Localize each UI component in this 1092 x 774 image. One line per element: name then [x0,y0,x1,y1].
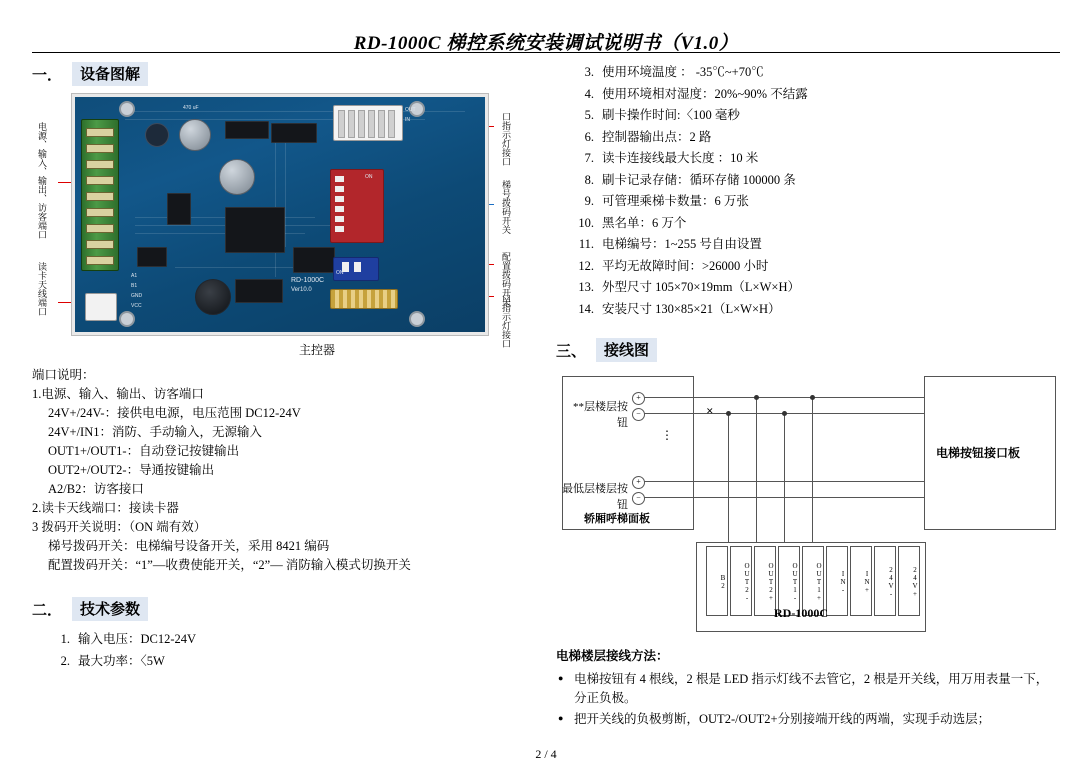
junction-dot [810,395,815,400]
list-item [556,170,1060,192]
controller-model-label: RD-1000C [774,606,828,620]
port-description-block [32,366,532,575]
ic-chip [137,247,167,267]
callout-indicator-port-bottom: 口指示灯接口 [501,294,511,348]
list-item [556,127,1060,149]
callout-power-io-port: 电源、输入、输出、访客端口 [37,122,47,239]
item-text: 读卡连接线最大长度 ：10 米 [602,151,759,165]
item-text: 平均无故障时间：>26000 小时 [602,258,769,273]
terminal-24v-plus: 24V+ [898,546,920,616]
terminal-in-plus: IN+ [850,546,872,616]
silk-dip-on: ON [336,270,344,276]
section-three-number: 三、 [556,343,587,360]
item-text: 最大功率：〈5W [78,653,165,668]
item-text: 黑名单：6 万个 [602,215,687,230]
spec-list-left [32,629,532,672]
list-item [556,62,1060,84]
junction-dot [782,411,787,416]
gold-finger-connector [330,289,398,309]
terminal-b2: B2 [706,546,728,616]
terminal-24v-minus: 24V- [874,546,896,616]
item-number: 11. [578,237,594,251]
list-item [556,234,1060,256]
page-number: 2 / 4 [535,747,557,761]
label-top-floor-button: **层楼层按钮 [573,401,628,429]
item-number: 3. [584,65,594,79]
item-number: 9. [584,194,594,208]
vertical-ellipsis: ⋮ [661,428,673,442]
list-item [556,191,1060,213]
ic-chip [271,123,317,143]
section-three-label: 接线图 [596,338,657,362]
list-item [556,256,1060,278]
terminal-out2-minus: OUT2- [730,546,752,616]
terminal-minus: − [632,492,645,505]
section-two-label: 技术参数 [72,597,148,621]
item-text: 刷卡记录存储：循环存储 100000 条 [602,172,796,187]
label-button-interface-board: 电梯按钮接口板 [936,446,1021,460]
item-number: 5. [584,108,594,122]
list-item [556,105,1060,127]
electrolytic-capacitor [179,119,211,151]
drop-line [812,397,813,545]
car-panel-caption: 轿厢呼梯面板 [584,513,650,525]
item-number: 13. [578,280,594,294]
junction-dot [726,411,731,416]
cut-mark: ✕ [706,406,714,416]
label-lowest-floor-button: 最低层楼层按钮 [562,483,628,511]
wiring-diagram [556,370,1060,638]
junction-dot [754,395,759,400]
electrolytic-capacitor [219,159,255,195]
terminal-out1-minus: OUT1- [778,546,800,616]
config-dip-switch [333,257,379,281]
port-line: OUT1+/OUT1-：自动登记按键输出 [48,444,240,458]
port-line: 配置拨码开关：“1”—收费使能开关，“2”— 消防输入模式切换开关 [48,558,411,572]
right-column [556,60,1060,731]
port-line: OUT2+/OUT2-：导通按键输出 [48,463,215,477]
buzzer [195,279,231,315]
item-number: 10. [578,215,594,230]
item-number: 12. [578,258,594,273]
terminal-in-minus: IN- [826,546,848,616]
ic-chip [293,247,335,273]
indicator-header-top [333,105,403,141]
section-heading-wiring [556,338,1060,362]
antenna-connector [85,293,117,321]
item-text: 外型尺寸 105×70×19mm（L×W×H） [602,280,800,294]
port-line: 1.电源、输入、输出、访客端口 [32,387,204,401]
port-line: 24V+/24V-：接供电电源，电压范围 DC12-24V [48,406,301,420]
figure-caption: 主控器 [298,343,335,357]
controller-board-image: 470 uF ON ON RD-1000C Ver10.0 A1 B1 GND VCC OUT IN [72,94,488,335]
port-line: A2/B2：访客接口 [48,482,144,496]
terminal-out2-plus: OUT2+ [754,546,776,616]
item-number: 14. [578,301,594,316]
screw-hole [409,311,425,327]
silk-model: RD-1000C [291,277,325,284]
item-number: 4. [584,86,594,101]
callout-config-dip: 配置拨码开关 [501,252,511,306]
ic-chip [235,279,283,303]
port-description-heading: 端口说明： [32,368,95,382]
section-one-label: 设备图解 [72,62,148,86]
list-item [32,629,532,651]
screw-hole [119,101,135,117]
list-item [556,299,1060,321]
terminal-plus: + [632,392,645,405]
ic-chip [167,193,191,225]
callout-elevator-dip: 梯号拨码开关 [501,180,511,234]
callout-antenna-port: 读卡天线端口 [37,262,47,316]
wiring-notes-list [556,670,1060,729]
port-line: 3 拨码开关说明：（ON 端有效） [32,520,207,534]
page-title: RD-1000C 梯控系统安装调试说明书（V1.0） [353,33,739,54]
list-item: ● 把开关线的负极剪断，OUT2-/OUT2+分别接端开线的两端，实现手动选层； [556,710,1060,729]
bus-line [644,397,924,398]
screw-hole [119,311,135,327]
section-one-number: 一． [32,67,63,84]
item-number: 6. [584,129,594,144]
silk-cap-label: 470 uF [183,105,199,111]
item-text: 控制器输出点：2 路 [602,129,712,144]
item-text: 输入电压：DC12-24V [78,632,197,646]
terminal-plus: + [632,476,645,489]
wiring-notes-heading: 电梯楼层接线方法： [556,649,669,663]
list-item: ● 电梯按钮有 4 根线，2 根是 LED 指示灯线不去管它，2 根是开关线，用万用表量一下，分正负极。 [556,670,1060,708]
list-item [556,148,1060,170]
list-item [556,84,1060,106]
port-line: 24V+/IN1：消防、手动输入，无源输入 [48,425,262,439]
silk-version: Ver10.0 [291,287,312,293]
callout-indicator-port-top: 口指示灯接口 [501,112,511,166]
list-item [556,213,1060,235]
list-item [556,277,1060,299]
item-text: 使用环境温度 ： -35℃~+70℃ [602,65,764,79]
left-column [32,62,532,672]
section-heading-equipment [32,62,532,86]
port-line: 2.读卡天线端口：接读卡器 [32,501,179,515]
ic-chip [225,121,269,139]
section-two-number: 二． [32,602,63,619]
item-number: 2. [60,653,70,668]
port-line: 梯号拨码开关：电梯编号设备开关，采用 8421 编码 [48,539,330,553]
terminal-out1-plus: OUT1+ [802,546,824,616]
board-figure [37,94,532,358]
drop-line [784,413,785,545]
item-text: 电梯编号：1~255 号自由设置 [602,237,762,251]
drop-line [756,397,757,545]
item-number: 7. [584,151,594,165]
terminal-minus: − [632,408,645,421]
spec-list-right [556,62,1060,320]
item-text: 安装尺寸 130×85×21（L×W×H） [602,301,781,316]
mcu-chip [225,207,285,253]
item-text: 可管理乘梯卡数量：6 万张 [602,194,749,208]
drop-line [728,413,729,545]
title-divider [32,52,1060,53]
item-text: 刷卡操作时间:〈100 毫秒 [602,108,740,122]
elevator-number-dip-switch: ON [330,169,384,243]
item-number: 8. [584,172,594,187]
item-number: 1. [60,632,70,646]
section-heading-specs [32,597,532,621]
item-text: 使用环境相对湿度：20%~90% 不结露 [602,86,808,101]
capacitor [145,123,169,147]
green-terminal-block [81,119,119,271]
list-item [32,651,532,673]
